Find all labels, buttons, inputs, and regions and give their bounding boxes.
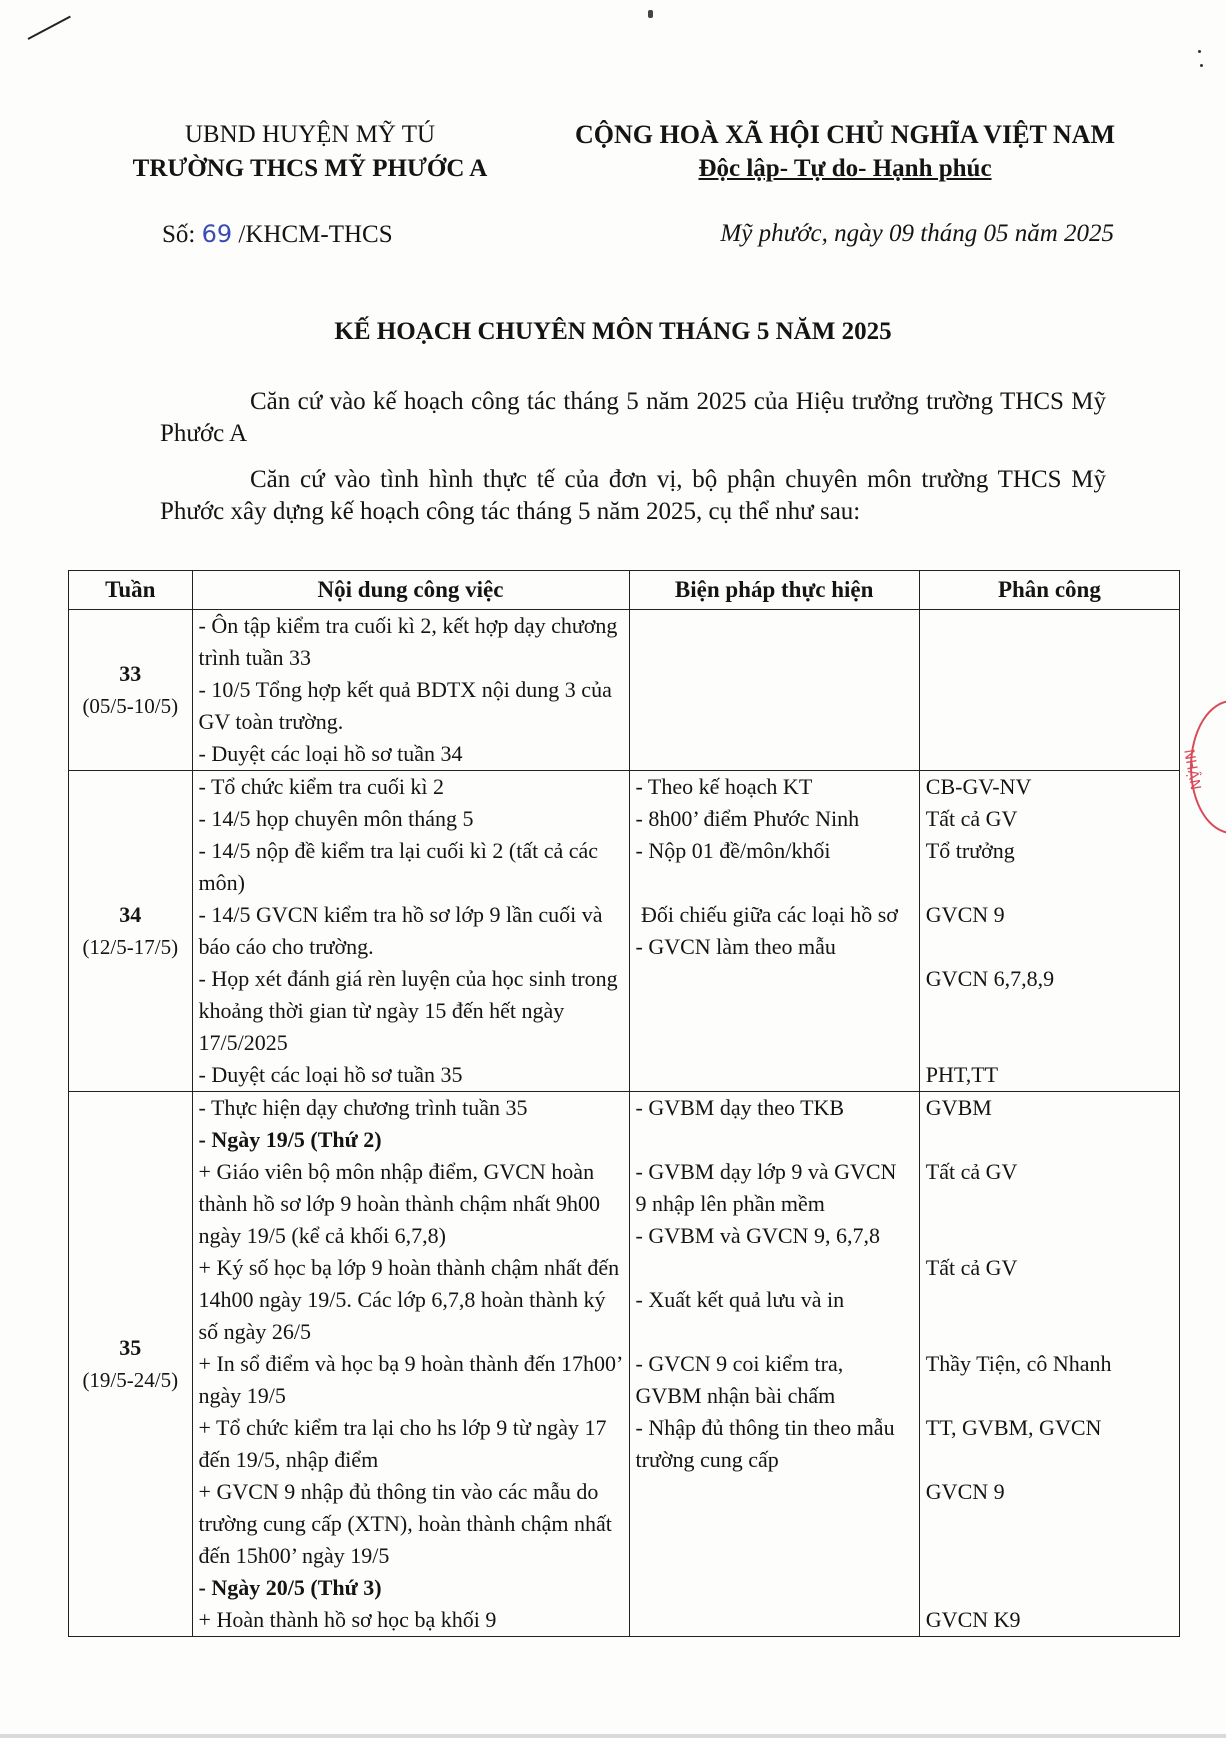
content-line: - 10/5 Tổng hợp kết quả BDTX nội dung 3 của GV toàn trường. xyxy=(198,677,618,734)
assign-line: Thầy Tiện, cô Nhanh xyxy=(925,1351,1112,1376)
scan-speck xyxy=(1200,64,1203,67)
document-number-prefix: Số: xyxy=(162,221,202,248)
assign-line: Tất cả GV xyxy=(925,806,1018,831)
place-date: Mỹ phước, ngày 09 tháng 05 năm 2025 xyxy=(720,220,1114,247)
scan-speck xyxy=(648,10,653,18)
method-line: - GVBM và GVCN 9, 6,7,8 xyxy=(635,1223,880,1248)
content-line: - 14/5 nộp đề kiểm tra lại cuối kì 2 (tất cả các môn) xyxy=(198,838,604,895)
header-week: Tuần xyxy=(69,571,193,610)
content-line: - Tổ chức kiểm tra cuối kì 2 xyxy=(198,774,445,799)
method-cell xyxy=(629,1092,919,1637)
basis-paragraph-1 xyxy=(160,386,1106,450)
method-line: - Nhập đủ thông tin theo mẫu trường cung cấp xyxy=(635,1415,901,1472)
issuer-school: TRƯỜNG THCS MỸ PHƯỚC A xyxy=(132,155,488,182)
assign-line: GVCN 9 xyxy=(925,902,1005,927)
content-line: - Duyệt các loại hồ sơ tuần 34 xyxy=(198,741,463,766)
content-line: + Tổ chức kiểm tra lại cho hs lớp 9 từ ngày 17 đến 19/5, nhập điểm xyxy=(198,1415,613,1472)
header-content: Nội dung công việc xyxy=(192,571,629,610)
content-line: + Hoàn thành hồ sơ học bạ khối 9 xyxy=(198,1607,497,1632)
assign-line: GVCN 9 xyxy=(925,1479,1005,1504)
assign-line: GVCN 6,7,8,9 xyxy=(925,966,1055,991)
assign-line: Tất cả GV xyxy=(925,1159,1018,1184)
method-line: - Theo kế hoạch KT xyxy=(635,774,813,799)
content-line: - Ôn tập kiểm tra cuối kì 2, kết hợp dạy chương trình tuần 33 xyxy=(198,613,623,670)
document-number-handwritten: 69 xyxy=(201,220,233,248)
document-number-suffix: /KHCM-THCS xyxy=(232,221,393,248)
table-row xyxy=(69,1092,1180,1637)
content-line: + GVCN 9 nhập đủ thông tin vào các mẫu do trường cung cấp (XTN), hoàn thành chậm nhất đến 15h00’ ngày 19/5 xyxy=(198,1479,618,1568)
week-number: 34 xyxy=(119,902,142,927)
method-line: - GVBM dạy theo TKB xyxy=(635,1095,845,1120)
method-line: - GVCN làm theo mẫu xyxy=(635,934,836,959)
header-method: Biện pháp thực hiện xyxy=(629,571,919,610)
assign-cell xyxy=(919,610,1179,771)
plan-table xyxy=(68,570,1180,1637)
assign-line: GVBM xyxy=(925,1095,992,1120)
week-number: 33 xyxy=(119,661,142,686)
table-row xyxy=(69,610,1180,771)
national-header xyxy=(530,118,1160,186)
nation-name: CỘNG HOÀ XÃ HỘI CHỦ NGHĨA VIỆT NAM xyxy=(574,120,1116,149)
method-cell xyxy=(629,610,919,771)
method-line: - Nộp 01 đề/môn/khối xyxy=(635,838,831,863)
method-line: - 8h00’ điểm Phước Ninh xyxy=(635,806,860,831)
week-cell xyxy=(69,771,193,1092)
assign-line: Tổ trưởng xyxy=(925,838,1015,863)
content-line: - 14/5 GVCN kiểm tra hồ sơ lớp 9 lần cuối và báo cáo cho trường. xyxy=(198,902,608,959)
content-subheading: - Ngày 19/5 (Thứ 2) xyxy=(198,1127,382,1152)
content-line: - Họp xét đánh giá rèn luyện của học sinh trong khoảng thời gian từ ngày 15 đến hết ngày 17/5/2025 xyxy=(198,966,624,1055)
content-line: + Giáo viên bộ môn nhập điểm, GVCN hoàn thành hồ sơ lớp 9 hoàn thành chậm nhất 9h00 ngày 19/5 (kể cả khối 6,7,8) xyxy=(198,1159,606,1248)
week-number: 35 xyxy=(119,1335,142,1360)
method-line: - Xuất kết quả lưu và in xyxy=(635,1287,845,1312)
content-cell xyxy=(192,610,629,771)
content-line: - 14/5 họp chuyên môn tháng 5 xyxy=(198,806,474,831)
method-line: - GVBM dạy lớp 9 và GVCN 9 nhập lên phần mềm xyxy=(635,1159,902,1216)
content-cell xyxy=(192,771,629,1092)
table-header-row xyxy=(69,571,1180,610)
content-line: - Thực hiện dạy chương trình tuần 35 xyxy=(198,1095,528,1120)
header-assign: Phân công xyxy=(919,571,1179,610)
assign-line: GVCN K9 xyxy=(925,1607,1021,1632)
national-motto: Độc lập- Tự do- Hạnh phúc xyxy=(698,155,992,182)
method-line: Đối chiếu giữa các loại hồ sơ xyxy=(635,902,898,927)
document-number xyxy=(162,220,393,249)
basis-paragraph-2-text: Căn cứ vào tình hình thực tế của đơn vị, bộ phận chuyên môn trường THCS Mỹ Phước xây dựng kế hoạch công tác tháng 5 năm 2025, cụ thể như sau: xyxy=(160,466,1106,525)
issuer-org: UBND HUYỆN MỸ TÚ xyxy=(184,121,436,148)
week-range: (19/5-24/5) xyxy=(82,1368,179,1392)
week-cell xyxy=(69,610,193,771)
scan-bottom-edge xyxy=(0,1734,1226,1738)
week-cell xyxy=(69,1092,193,1637)
week-range: (05/5-10/5) xyxy=(82,694,179,718)
issuer-header xyxy=(100,118,520,186)
week-range: (12/5-17/5) xyxy=(82,935,179,959)
assign-cell xyxy=(919,771,1179,1092)
pen-mark xyxy=(28,16,71,40)
assign-line: PHT,TT xyxy=(925,1062,999,1087)
content-subheading: - Ngày 20/5 (Thứ 3) xyxy=(198,1575,382,1600)
method-line: - GVCN 9 coi kiểm tra, GVBM nhận bài chấm xyxy=(635,1351,849,1408)
content-cell xyxy=(192,1092,629,1637)
document-title: KẾ HOẠCH CHUYÊN MÔN THÁNG 5 NĂM 2025 xyxy=(334,318,892,345)
method-cell xyxy=(629,771,919,1092)
content-line: + In sổ điểm và học bạ 9 hoàn thành đến 17h00’ ngày 19/5 xyxy=(198,1351,628,1408)
basis-paragraph-1-text: Căn cứ vào kế hoạch công tác tháng 5 năm 2025 của Hiệu trưởng trường THCS Mỹ Phước A xyxy=(160,388,1106,447)
basis-paragraph-2 xyxy=(160,464,1106,528)
assign-line: CB-GV-NV xyxy=(925,774,1032,799)
assign-line: TT, GVBM, GVCN xyxy=(925,1415,1102,1440)
content-line: + Ký số học bạ lớp 9 hoàn thành chậm nhất đến 14h00 ngày 19/5. Các lớp 6,7,8 hoàn thành ký số ngày 26/5 xyxy=(198,1255,625,1344)
assign-line: Tất cả GV xyxy=(925,1255,1018,1280)
table-row xyxy=(69,771,1180,1092)
scan-speck xyxy=(1198,50,1201,53)
content-line: - Duyệt các loại hồ sơ tuần 35 xyxy=(198,1062,463,1087)
red-stamp-text: NHẬN xyxy=(1180,748,1204,792)
assign-cell xyxy=(919,1092,1179,1637)
